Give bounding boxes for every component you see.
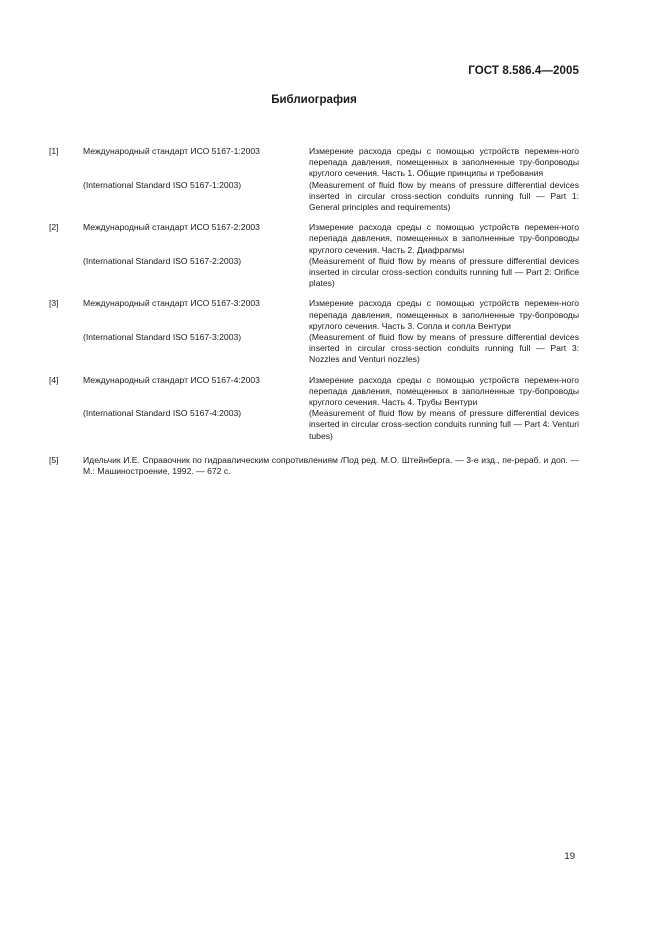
bibliography-entry [49, 298, 579, 365]
entry-description-ru: Измерение расхода среды с помощью устройств перемен-ного перепада давления, помещенных в заполненные тру-бопроводы круглого сечения. Часть 2. Диафрагмы [309, 222, 579, 255]
entry-description-ru: Измерение расхода среды с помощью устройств перемен-ного перепада давления, помещенных в заполненные тру-бопроводы круглого сечения. Часть 3. Сопла и сопла Вентури [309, 298, 579, 331]
bibliography-entry [49, 222, 579, 289]
entry-source-en: (International Standard ISO 5167-4:2003) [83, 408, 242, 419]
entry-source-ru: Международный стандарт ИСО 5167-4:2003 [83, 374, 260, 385]
entry-description-en: (Measurement of fluid flow by means of pressure differential devices inserted in circular cross-section conduits running full — Part 2: Orifice plates) [309, 255, 579, 289]
entry-number: [3] [49, 298, 59, 309]
entry-source-en: (International Standard ISO 5167-3:2003) [83, 332, 242, 343]
entry-source-ru: Международный стандарт ИСО 5167-1:2003 [83, 146, 260, 156]
entry-number: [5] [49, 454, 59, 465]
document-code: ГОСТ 8.586.4—2005 [468, 65, 579, 77]
page-number: 19 [564, 851, 575, 862]
bibliography-entry [49, 375, 579, 442]
entry-source-ru: Международный стандарт ИСО 5167-2:2003 [83, 222, 260, 233]
entry-description-ru: Измерение расхода среды с помощью устройств перемен-ного перепада давления, помещенных в заполненные тру-бопроводы круглого сечения. Часть 4. Трубы Вентури [309, 374, 579, 408]
entry-source-en: (International Standard ISO 5167-1:2003) [83, 179, 242, 190]
entry-text: Идельчик И.Е. Справочник по гидравлическим сопротивлениям /Под ред. М.О. Штейнберга. — 3-е изд., пе-рераб. и доп. — М.: Машиностроение, 1992. — 672 с. [83, 454, 579, 477]
bibliography-list [49, 146, 579, 477]
entry-source-en: (International Standard ISO 5167-2:2003) [83, 255, 242, 266]
entry-source-ru: Международный стандарт ИСО 5167-3:2003 [83, 298, 260, 309]
entry-description-en: (Measurement of fluid flow by means of pressure differential devices inserted in circular cross-section conduits running full — Part 3: Nozzles and Venturi nozzles) [309, 332, 579, 365]
bibliography-entry [49, 455, 579, 477]
entry-number: [4] [49, 374, 59, 385]
entry-description-en: (Measurement of fluid flow by means of pressure differential devices inserted in circular cross-section conduits running full — Part 1: General principles and requirements) [309, 179, 579, 213]
entry-number: [1] [49, 146, 59, 156]
entry-number: [2] [49, 222, 59, 233]
bibliography-entry [49, 146, 579, 213]
page-title: Библиография [271, 94, 357, 106]
entry-description-ru: Измерение расхода среды с помощью устройств перемен-ного перепада давления, помещенных в заполненные тру-бопроводы круглого сечения. Часть 1. Общие принципы и требования [309, 146, 579, 179]
entry-description-en: (Measurement of fluid flow by means of pressure differential devices inserted in circular cross-section conduits running full — Part 4: Venturi tubes) [309, 408, 579, 441]
